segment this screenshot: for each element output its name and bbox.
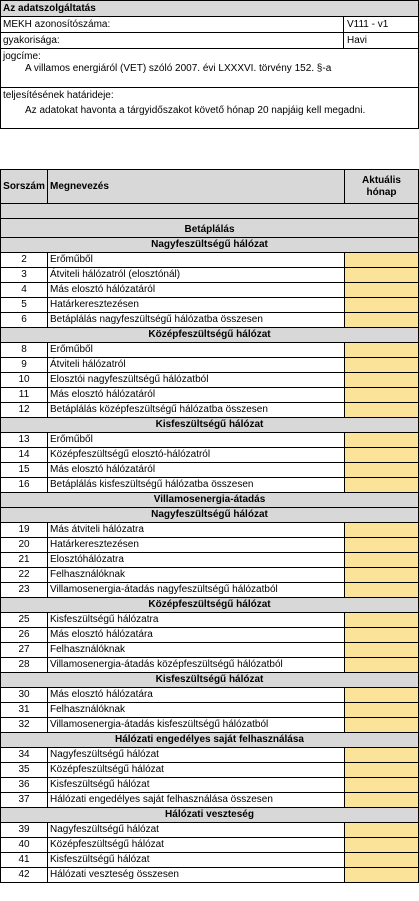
section-row: [1, 733, 419, 748]
col-header-name: Megnevezés: [48, 170, 345, 204]
row-name: Középfeszültségű elosztó-hálózatról: [48, 448, 345, 463]
row-name: Betáplálás kisfeszültségű hálózatba összesen: [48, 478, 345, 493]
section-title: Kisfeszültségű hálózat: [1, 673, 419, 688]
row-number: 6: [1, 313, 48, 328]
table-row: [1, 313, 419, 328]
current-month-input[interactable]: [345, 253, 419, 268]
row-name: Hálózati veszteség összesen: [48, 868, 345, 883]
section-row: [1, 328, 419, 343]
col-header-value: Aktuális hónap: [345, 170, 419, 204]
table-row: [1, 658, 419, 673]
row-number: 16: [1, 478, 48, 493]
table-row: [1, 358, 419, 373]
table-row: [1, 748, 419, 763]
row-name: Más elosztó hálózatára: [48, 688, 345, 703]
section-title: Nagyfeszültségű hálózat: [1, 238, 419, 253]
row-name: Kisfeszültségű hálózat: [48, 778, 345, 793]
table-row: [1, 373, 419, 388]
table-row: [1, 688, 419, 703]
current-month-input[interactable]: [345, 388, 419, 403]
table-row: [1, 343, 419, 358]
legal-basis-text: A villamos energiáról (VET) szóló 2007. évi LXXXVI. törvény 152. §-a: [25, 63, 332, 74]
current-month-input[interactable]: [345, 688, 419, 703]
section-row: [1, 238, 419, 253]
table-row: [1, 433, 419, 448]
current-month-input[interactable]: [345, 433, 419, 448]
row-number: 8: [1, 343, 48, 358]
table-row: [1, 853, 419, 868]
row-number: 40: [1, 838, 48, 853]
current-month-input[interactable]: [345, 628, 419, 643]
current-month-input[interactable]: [345, 613, 419, 628]
row-name: Betáplálás nagyfeszültségű hálózatba összesen: [48, 313, 345, 328]
current-month-input[interactable]: [345, 268, 419, 283]
current-month-input[interactable]: [345, 583, 419, 598]
row-name: Középfeszültségű hálózat: [48, 838, 345, 853]
row-number: 37: [1, 793, 48, 808]
current-month-input[interactable]: [345, 718, 419, 733]
row-number: 31: [1, 703, 48, 718]
row-name: Más átviteli hálózatra: [48, 523, 345, 538]
table-row: [1, 613, 419, 628]
current-month-input[interactable]: [345, 793, 419, 808]
table-row: [1, 778, 419, 793]
row-number: 3: [1, 268, 48, 283]
current-month-input[interactable]: [345, 778, 419, 793]
current-month-input[interactable]: [345, 853, 419, 868]
row-name: Más elosztó hálózatáról: [48, 388, 345, 403]
row-name: Nagyfeszültségű hálózat: [48, 748, 345, 763]
row-number: 35: [1, 763, 48, 778]
row-name: Más elosztó hálózatáról: [48, 463, 345, 478]
deadline-block: [1, 88, 418, 128]
section-title: Kisfeszültségű hálózat: [1, 418, 419, 433]
current-month-input[interactable]: [345, 838, 419, 853]
table-row: [1, 538, 419, 553]
row-number: 27: [1, 643, 48, 658]
current-month-input[interactable]: [345, 868, 419, 883]
row-number: 15: [1, 463, 48, 478]
section-row: [1, 673, 419, 688]
row-number: 13: [1, 433, 48, 448]
row-number: 2: [1, 253, 48, 268]
row-name: Felhasználóknak: [48, 568, 345, 583]
current-month-input[interactable]: [345, 823, 419, 838]
row-number: 11: [1, 388, 48, 403]
table-row: [1, 628, 419, 643]
data-provision-header: [0, 0, 419, 129]
table-body: [1, 204, 419, 883]
row-name: Erőműből: [48, 433, 345, 448]
section-title: Hálózati veszteség: [1, 808, 419, 823]
section-row: [1, 493, 419, 508]
table-row: [1, 388, 419, 403]
legal-basis-label: jogcíme:: [3, 51, 41, 62]
table-row: [1, 283, 419, 298]
spacer-row: [1, 204, 419, 219]
row-name: Elosztói nagyfeszültségű hálózatból: [48, 373, 345, 388]
current-month-input[interactable]: [345, 313, 419, 328]
table-row: [1, 823, 419, 838]
table-header-row: [1, 170, 419, 204]
spacer-cell: [1, 204, 419, 219]
section-title: Középfeszültségű hálózat: [1, 598, 419, 613]
section-row: [1, 508, 419, 523]
table-row: [1, 568, 419, 583]
current-month-input[interactable]: [345, 343, 419, 358]
table-row: [1, 793, 419, 808]
section-row: [1, 598, 419, 613]
section-title: Villamosenergia-átadás: [1, 493, 419, 508]
current-month-input[interactable]: [345, 373, 419, 388]
row-number: 39: [1, 823, 48, 838]
section-title: Nagyfeszültségű hálózat: [1, 508, 419, 523]
current-month-input[interactable]: [345, 568, 419, 583]
table-row: [1, 763, 419, 778]
row-name: Átviteli hálózatról: [48, 358, 345, 373]
section-title: Középfeszültségű hálózat: [1, 328, 419, 343]
frequency-value: Havi: [347, 35, 368, 46]
row-number: 4: [1, 283, 48, 298]
row-number: 26: [1, 628, 48, 643]
row-name: Villamosenergia-átadás középfeszültségű hálózatból: [48, 658, 345, 673]
col-header-number: Sorszám: [1, 170, 48, 204]
table-row: [1, 703, 419, 718]
row-number: 10: [1, 373, 48, 388]
table-row: [1, 463, 419, 478]
current-month-input[interactable]: [345, 763, 419, 778]
current-month-input[interactable]: [345, 748, 419, 763]
header-title: Az adatszolgáltatás: [3, 3, 96, 14]
row-name: Kisfeszültségű hálózat: [48, 853, 345, 868]
current-month-input[interactable]: [345, 403, 419, 418]
table-row: [1, 718, 419, 733]
row-number: 20: [1, 538, 48, 553]
current-month-input[interactable]: [345, 478, 419, 493]
section-title: Hálózati engedélyes saját felhasználása: [1, 733, 419, 748]
table-row: [1, 523, 419, 538]
frequency-label: gyakorisága:: [1, 33, 344, 48]
current-month-input[interactable]: [345, 448, 419, 463]
row-name: Más elosztó hálózatáról: [48, 283, 345, 298]
row-number: 32: [1, 718, 48, 733]
table-row: [1, 253, 419, 268]
current-month-input[interactable]: [345, 298, 419, 313]
row-number: 28: [1, 658, 48, 673]
row-number: 21: [1, 553, 48, 568]
current-month-input[interactable]: [345, 703, 419, 718]
row-name: Határkeresztezésen: [48, 298, 345, 313]
row-name: Hálózati engedélyes saját felhasználása összesen: [48, 793, 345, 808]
current-month-input[interactable]: [345, 463, 419, 478]
row-name: Erőműből: [48, 253, 345, 268]
energy-balance-table: [0, 169, 419, 883]
row-name: Elosztóhálózatra: [48, 553, 345, 568]
section-row: [1, 418, 419, 433]
table-row: [1, 403, 419, 418]
row-name: Határkeresztezésen: [48, 538, 345, 553]
row-number: 5: [1, 298, 48, 313]
id-value: V111 - v1: [347, 19, 389, 30]
table-row: [1, 838, 419, 853]
deadline-label: teljesítésének határideje:: [3, 90, 114, 101]
row-name: Középfeszültségű hálózat: [48, 763, 345, 778]
header-title-row: [1, 1, 418, 17]
table-row: [1, 298, 419, 313]
table-row: [1, 643, 419, 658]
table-row: [1, 268, 419, 283]
current-month-input[interactable]: [345, 553, 419, 568]
frequency-row: [1, 33, 418, 49]
legal-basis-block: [1, 49, 418, 88]
id-label: MEKH azonosítószáma:: [1, 17, 344, 32]
table-row: [1, 478, 419, 493]
row-number: 25: [1, 613, 48, 628]
row-number: 41: [1, 853, 48, 868]
row-name: Átviteli hálózatról (elosztónál): [48, 268, 345, 283]
row-number: 42: [1, 868, 48, 883]
current-month-input[interactable]: [345, 283, 419, 298]
deadline-text: Az adatokat havonta a tárgyidőszakot követő hónap 20 napjáig kell megadni.: [25, 105, 366, 116]
section-row: [1, 219, 419, 238]
row-name: Kisfeszültségű hálózatra: [48, 613, 345, 628]
row-name: Más elosztó hálózatára: [48, 628, 345, 643]
current-month-input[interactable]: [345, 538, 419, 553]
row-name: Betáplálás középfeszültségű hálózatba összesen: [48, 403, 345, 418]
row-name: Erőműből: [48, 343, 345, 358]
row-number: 14: [1, 448, 48, 463]
section-row: [1, 808, 419, 823]
table-row: [1, 553, 419, 568]
row-name: Felhasználóknak: [48, 643, 345, 658]
current-month-input[interactable]: [345, 523, 419, 538]
current-month-input[interactable]: [345, 658, 419, 673]
section-title: Betáplálás: [1, 219, 419, 238]
row-number: 30: [1, 688, 48, 703]
row-number: 34: [1, 748, 48, 763]
current-month-input[interactable]: [345, 643, 419, 658]
row-name: Nagyfeszültségű hálózat: [48, 823, 345, 838]
row-number: 19: [1, 523, 48, 538]
id-row: [1, 17, 418, 33]
row-number: 12: [1, 403, 48, 418]
table-row: [1, 448, 419, 463]
table-row: [1, 583, 419, 598]
row-name: Villamosenergia-átadás nagyfeszültségű hálózatból: [48, 583, 345, 598]
row-number: 22: [1, 568, 48, 583]
row-number: 9: [1, 358, 48, 373]
current-month-input[interactable]: [345, 358, 419, 373]
row-name: Felhasználóknak: [48, 703, 345, 718]
table-row: [1, 868, 419, 883]
row-number: 36: [1, 778, 48, 793]
row-number: 23: [1, 583, 48, 598]
row-name: Villamosenergia-átadás kisfeszültségű hálózatból: [48, 718, 345, 733]
